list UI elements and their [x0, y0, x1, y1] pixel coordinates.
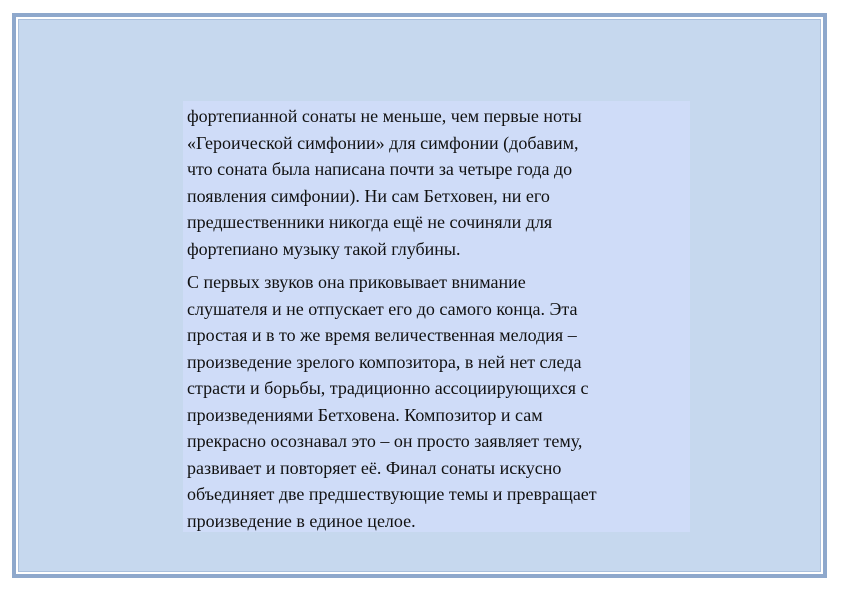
- paragraph-1: фортепианной сонаты не меньше, чем первые ноты «Героической симфонии» для симфонии (добавим, что соната была написана почти за четыре года до появления симфонии). Ни сам Бетховен, ни его предшественники никогда ещё не сочиняли для фортепиано музыку такой глубины.: [187, 106, 582, 259]
- text-box: [183, 101, 690, 532]
- paragraph-2: С первых звуков она приковывает внимание слушателя и не отпускает его до самого конца. Эта простая и в то же время величественная мелодия – произведение зрелого композитора, в ней нет следа страсти и борьбы, традиционно ассоциирующихся с произведениями Бетховена. Композитор и сам прекрасно осознавал это – он просто заявляет тему, развивает и повторяет её. Финал сонаты искусно объединяет две предшествующие темы и превращает произведение в единое целое.: [187, 272, 597, 531]
- slide-frame: [12, 13, 827, 578]
